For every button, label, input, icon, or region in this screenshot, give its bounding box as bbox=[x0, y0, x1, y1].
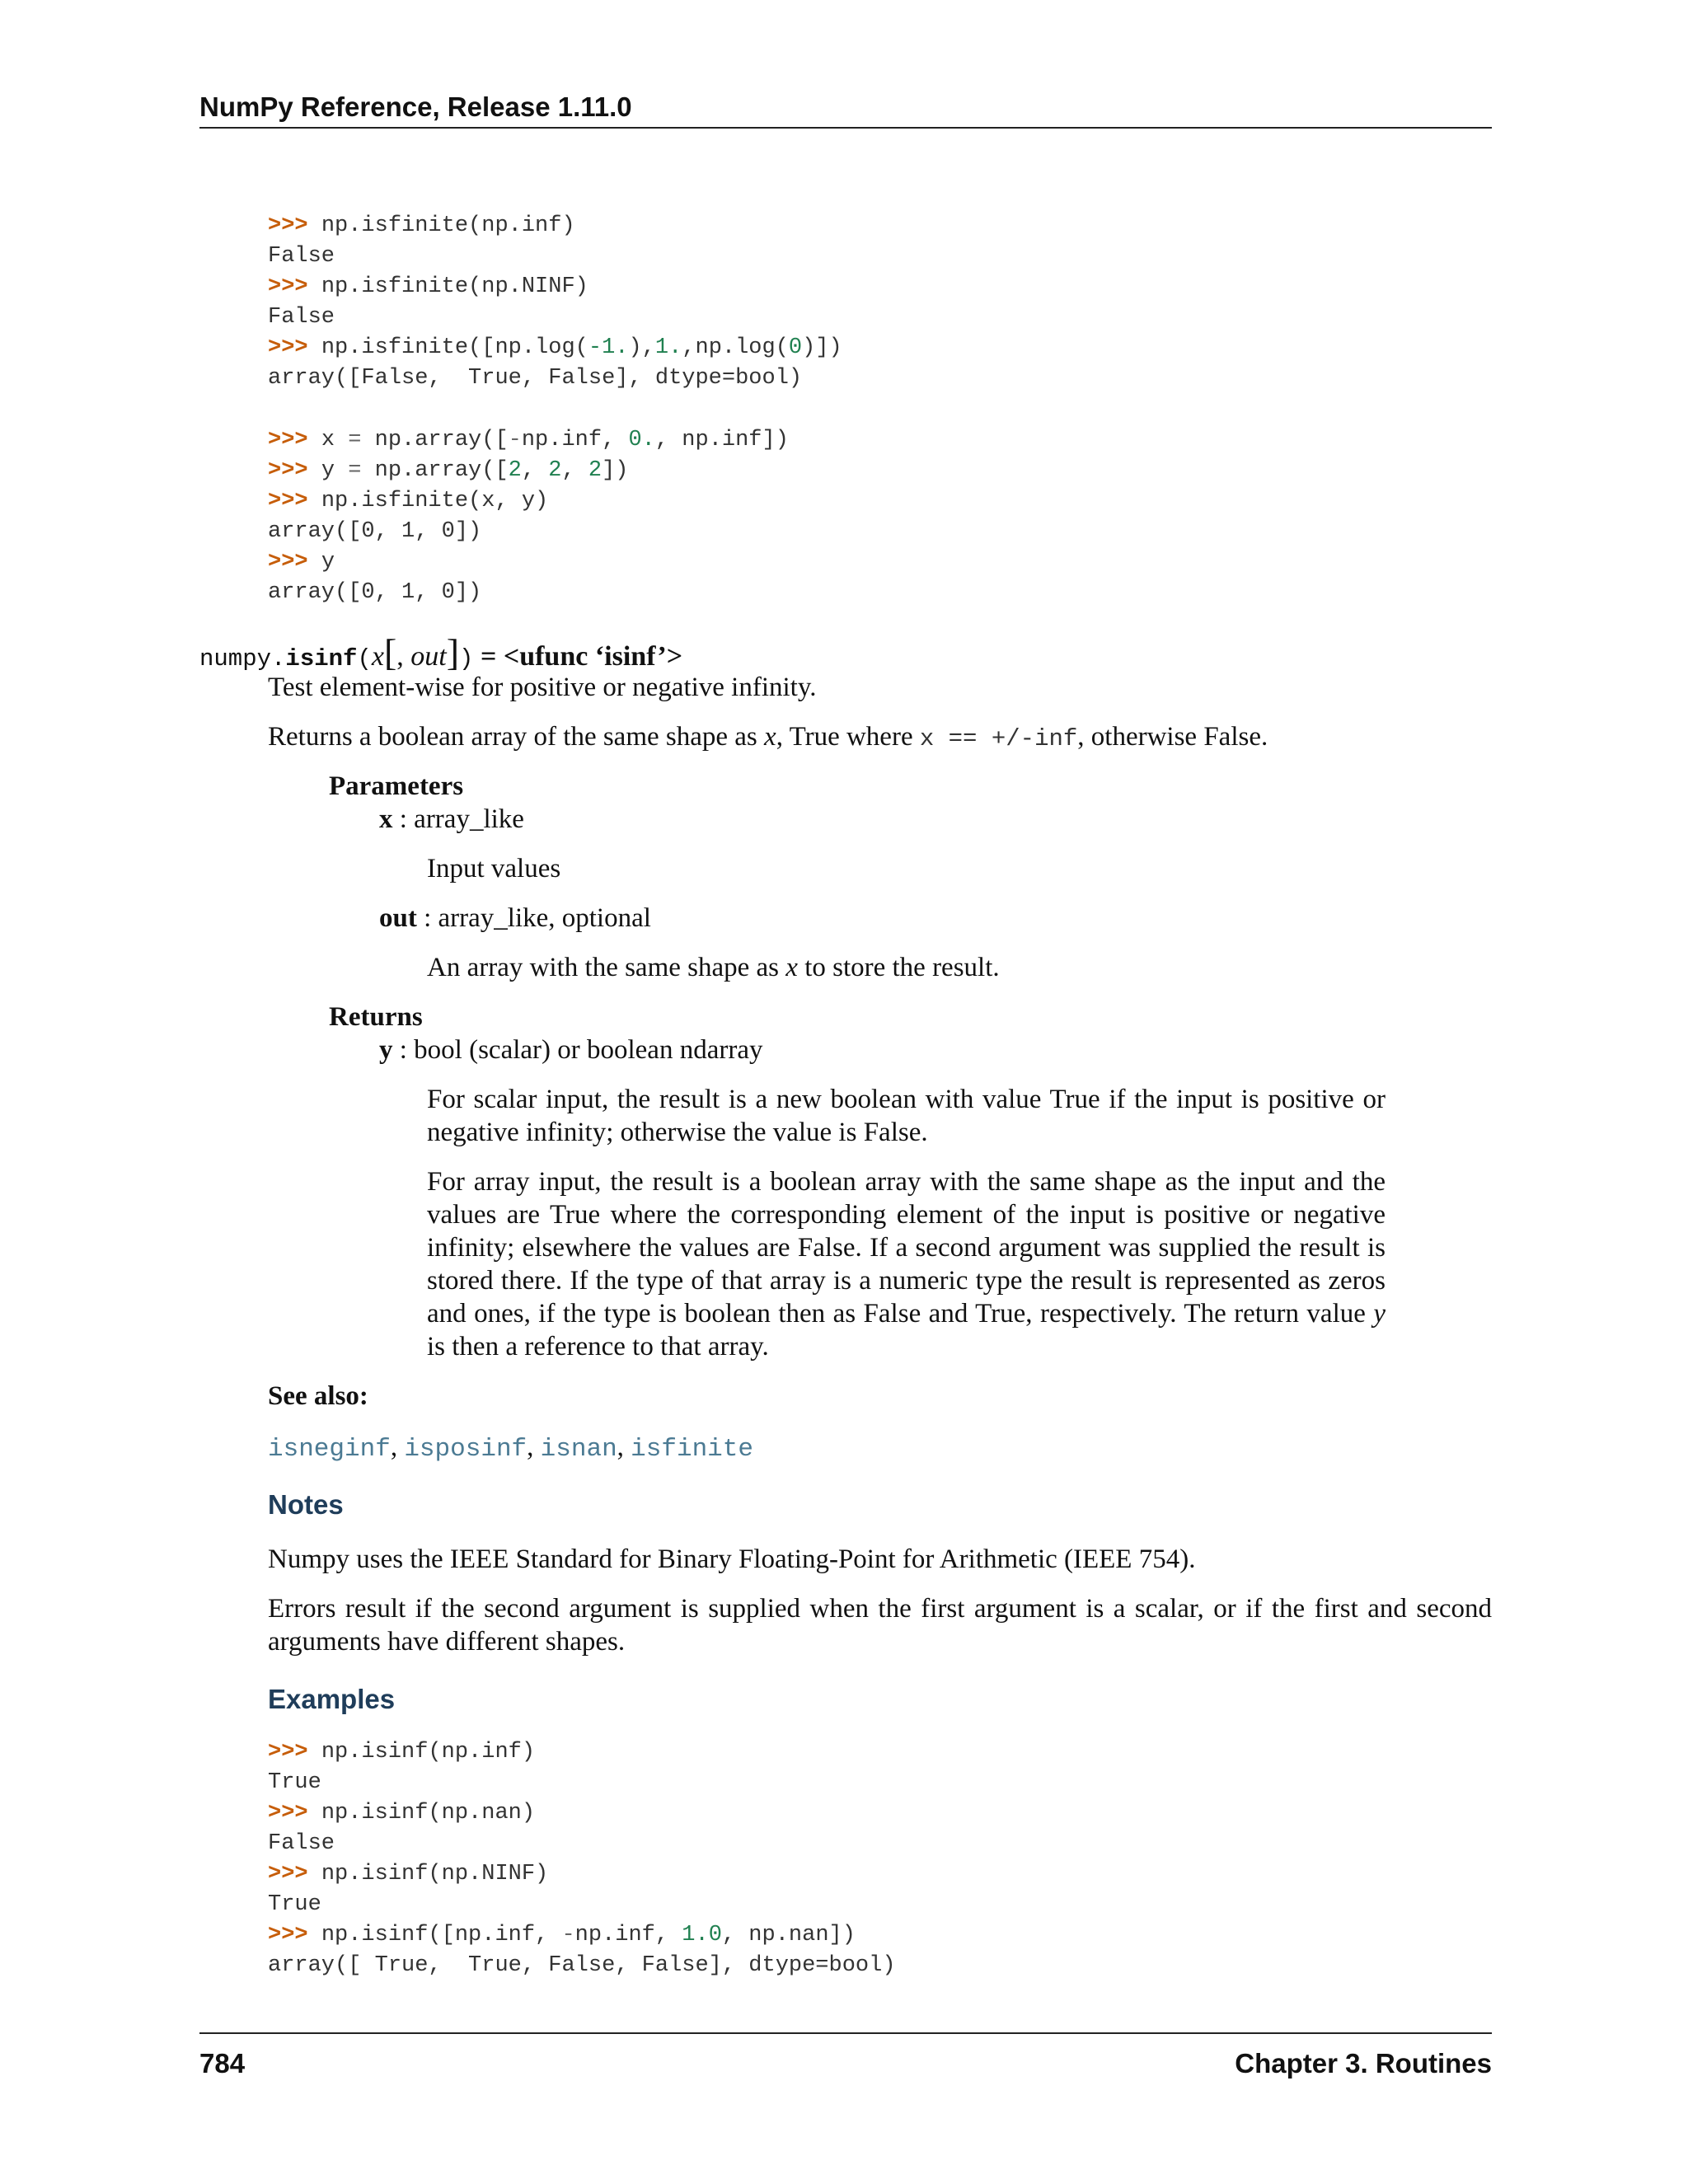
running-header-title: NumPy Reference, Release 1.11.0 bbox=[199, 91, 632, 122]
code-output: True bbox=[268, 1892, 321, 1917]
link-isposinf[interactable]: isposinf bbox=[404, 1435, 528, 1464]
return-y-desc-scalar: For scalar input, the result is a new boolean with value True if the input is positive or negative infinity; otherwise the value is False. bbox=[427, 1085, 1386, 1147]
examples-heading: Examples bbox=[268, 1684, 396, 1714]
see-also-heading: See also: bbox=[268, 1381, 368, 1411]
code-output: False bbox=[268, 1831, 335, 1856]
code-output: True bbox=[268, 1770, 321, 1795]
code-line: >>> y bbox=[268, 550, 335, 574]
isfinite-examples-block bbox=[268, 211, 842, 394]
code-line: >>> np.isinf(np.nan) bbox=[268, 1801, 536, 1825]
returns-description: Returns a boolean array of the same shape as x, True where x == +/-inf, otherwise False. bbox=[268, 722, 1268, 752]
code-line: >>> np.isfinite(np.inf) bbox=[268, 213, 575, 238]
code-output: array([0, 1, 0]) bbox=[268, 580, 482, 605]
code-output: array([ True, True, False, False], dtype=bool) bbox=[268, 1953, 896, 1978]
return-y: y : bool (scalar) or boolean ndarray bbox=[379, 1035, 763, 1065]
isinf-examples-block bbox=[268, 1737, 896, 1981]
link-isneginf[interactable]: isneginf bbox=[268, 1435, 391, 1464]
notes-heading: Notes bbox=[268, 1489, 344, 1520]
see-also-links: isneginf, isposinf, isnan, isfinite bbox=[268, 1432, 753, 1464]
function-signature: numpy.isinf(x[, out]) = <ufunc ‘isinf’> bbox=[199, 631, 683, 673]
link-isnan[interactable]: isnan bbox=[540, 1435, 617, 1464]
code-line: >>> np.isinf([np.inf, -np.inf, 1.0, np.nan]) bbox=[268, 1923, 856, 1947]
running-header bbox=[199, 91, 1492, 129]
code-line: >>> np.isinf(np.inf) bbox=[268, 1740, 536, 1765]
code-line: >>> x = np.array([-np.inf, 0., np.inf]) bbox=[268, 428, 789, 452]
code-line: >>> np.isfinite([np.log(-1.),1.,np.log(0)]) bbox=[268, 335, 842, 360]
code-output: array([0, 1, 0]) bbox=[268, 519, 482, 544]
parameters-heading: Parameters bbox=[329, 771, 464, 801]
page-number: 784 bbox=[199, 2048, 246, 2079]
isfinite-examples-block-2 bbox=[268, 425, 789, 608]
code-output: False bbox=[268, 244, 335, 269]
param-x-desc: Input values bbox=[427, 854, 561, 883]
return-y-desc-array: For array input, the result is a boolean array with the same shape as the input and the values are True where the corresponding element of the input is positive or negative infinity; elsewhere the values are False. If a second argument was supplied the result is stored there. If the type of that array is a numeric type the result is represented as zeros and ones, if the type is boolean then as False and True, respectively. The return value y is then a reference to that array. bbox=[427, 1167, 1386, 1361]
param-out-desc: An array with the same shape as x to store the result. bbox=[427, 953, 1000, 982]
running-footer bbox=[199, 2032, 1492, 2080]
param-out: out : array_like, optional bbox=[379, 903, 651, 933]
notes-paragraph-2: Errors result if the second argument is supplied when the first argument is a scalar, or if the first and second arguments have different shapes. bbox=[268, 1594, 1492, 1657]
param-x: x : array_like bbox=[379, 804, 524, 834]
code-line: >>> np.isfinite(np.NINF) bbox=[268, 274, 588, 299]
code-line: >>> np.isfinite(x, y) bbox=[268, 489, 549, 513]
summary-text: Test element-wise for positive or negative infinity. bbox=[268, 673, 817, 702]
code-output: array([False, True, False], dtype=bool) bbox=[268, 366, 803, 391]
returns-heading: Returns bbox=[329, 1002, 423, 1032]
code-line: >>> np.isinf(np.NINF) bbox=[268, 1862, 549, 1886]
code-output: False bbox=[268, 305, 335, 330]
chapter-title: Chapter 3. Routines bbox=[1235, 2048, 1492, 2079]
link-isfinite[interactable]: isfinite bbox=[631, 1435, 753, 1464]
code-line: >>> y = np.array([2, 2, 2]) bbox=[268, 458, 629, 483]
notes-paragraph-1: Numpy uses the IEEE Standard for Binary Floating-Point for Arithmetic (IEEE 754). bbox=[268, 1544, 1196, 1574]
